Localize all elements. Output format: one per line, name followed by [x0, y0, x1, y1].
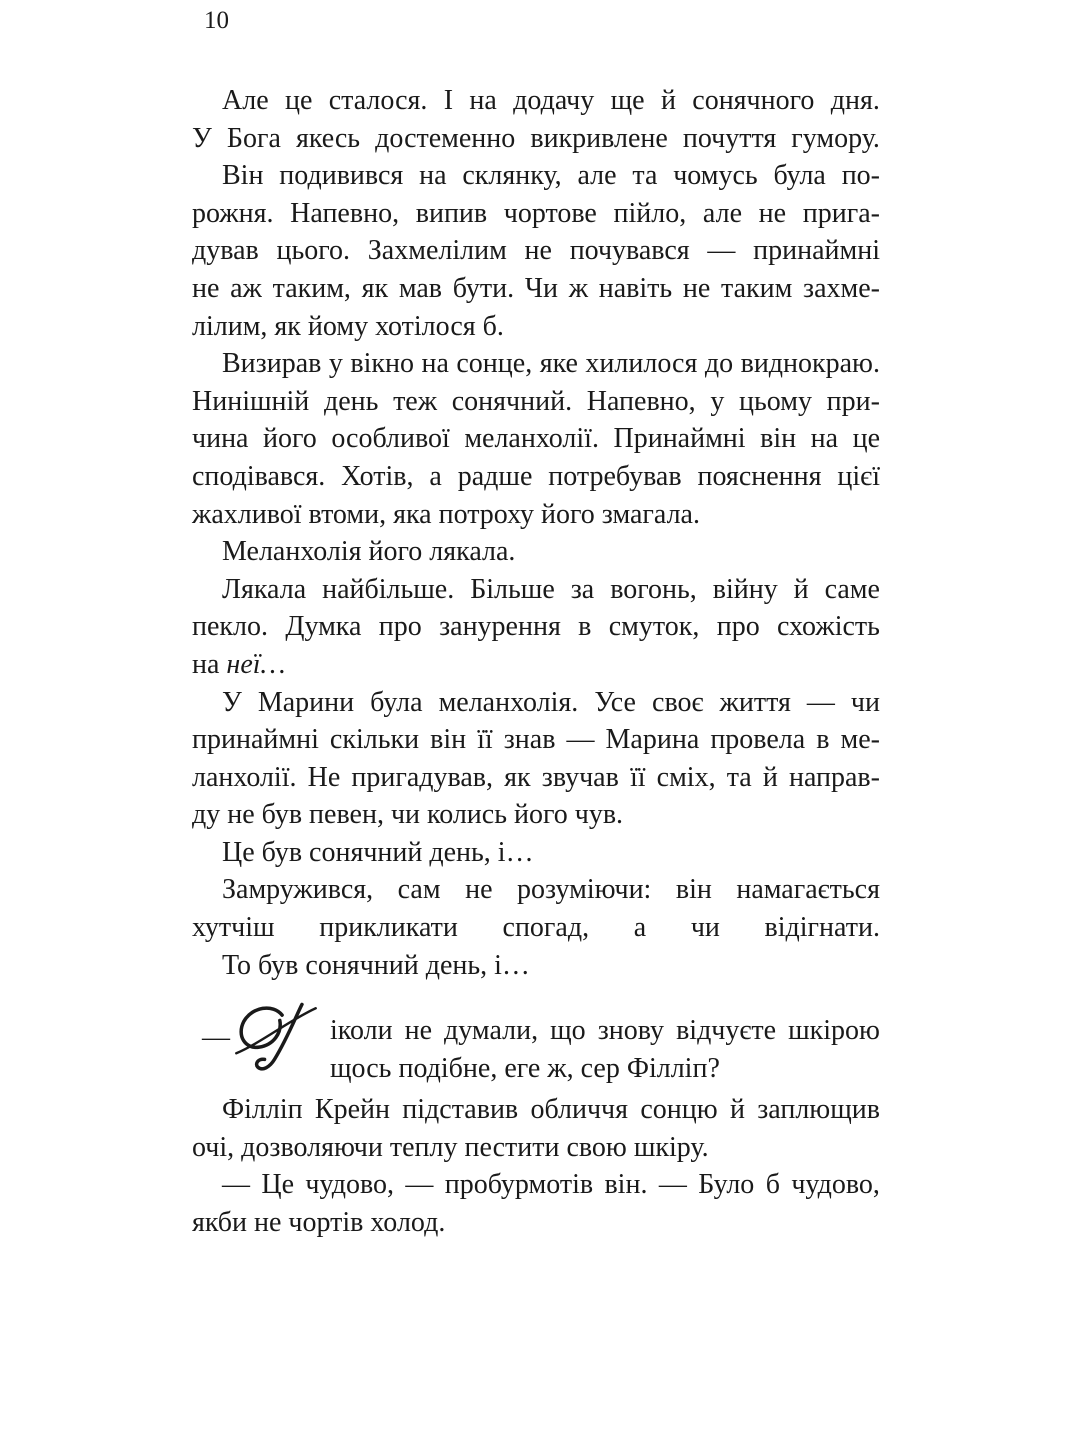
- text-line: пекло. Думка про занурення в смуток, про схожість: [192, 611, 880, 643]
- text-line: То був сонячний день, і…: [222, 949, 530, 981]
- text-line: дував цього. Захмелілим не почувався — принаймні: [192, 235, 880, 267]
- page-number: 10: [204, 7, 229, 34]
- text-line: — Це чудово, — пробурмотів він. — Було б чудово,: [222, 1169, 880, 1201]
- text-line: Меланхолія його лякала.: [222, 536, 516, 568]
- text-line: чина його особливої меланхолії. Принаймні він на це: [192, 423, 880, 455]
- text-line: Філліп Крейн підставив обличчя сонцю й заплющив: [222, 1094, 880, 1126]
- text-line: рожня. Напевно, випив чортове пійло, але не прига-: [192, 197, 880, 229]
- paragraph: [192, 345, 880, 533]
- text-line: якби не чортів холод.: [192, 1207, 446, 1239]
- text-line: ду не був певен, чи колись його чув.: [192, 799, 624, 831]
- text-line: на неї…: [192, 648, 286, 680]
- text-line: сподівався. Хотів, а радше потребував пояснення цієї: [192, 460, 880, 492]
- text-line: іколи не думали, що знову відчуєте шкірою: [330, 1015, 880, 1047]
- text-line: лілим, як йому хотілося б.: [192, 310, 504, 342]
- paragraph: [192, 834, 880, 872]
- calligraphic-initial-icon: [234, 999, 318, 1077]
- text-line: Це був сонячний день, і…: [222, 836, 534, 868]
- paragraph: [192, 571, 880, 684]
- text-line: принаймні скільки він її знав — Марина провела в ме-: [192, 724, 880, 756]
- paragraph: [192, 684, 880, 834]
- paragraph: [192, 533, 880, 571]
- paragraph: [192, 947, 880, 985]
- text-line: Замружився, сам не розуміючи: він намагається: [222, 874, 880, 906]
- text-line: хутчіш прикликати спогад, а чи відігнати.: [192, 912, 880, 944]
- text-line: У Бога якесь достеменно викривлене почуття гумору.: [192, 122, 880, 154]
- text-line: не аж таким, як мав бути. Чи ж навіть не таким захме-: [192, 272, 880, 304]
- text-line: Лякала найбільше. Більше за вогонь, війну й саме: [222, 573, 880, 605]
- scene-opening: [192, 999, 880, 1091]
- paragraph: [192, 1166, 880, 1241]
- text-line: У Марини була меланхолія. Усе своє життя — чи: [222, 686, 880, 718]
- dialogue-dash: —: [202, 1022, 230, 1054]
- paragraph: [192, 1091, 880, 1166]
- text-line: Нинішній день теж сонячний. Напевно, у цьому при-: [192, 385, 880, 417]
- paragraph: [192, 871, 880, 946]
- text-line: очі, дозволяючи теплу пестити свою шкіру.: [192, 1131, 709, 1163]
- text-line: ланхолії. Не пригадував, як звучав її сміх, та й направ-: [192, 761, 880, 793]
- text-line: Але це сталося. І на додачу ще й сонячного дня.: [222, 85, 880, 116]
- text-line: Він подивився на склянку, але та чомусь була по-: [222, 160, 880, 192]
- text-line: жахливої втоми, яка потроху його змагала.: [192, 498, 700, 530]
- text-line: Визирав у вікно на сонце, яке хилилося до виднокраю.: [222, 348, 880, 380]
- scene-opening-lines: [330, 999, 880, 1087]
- drop-cap-initial: [234, 999, 318, 1077]
- book-text-block: [192, 82, 880, 1242]
- paragraph: [192, 82, 880, 157]
- text-line: щось подібне, еге ж, сер Філліп?: [330, 1052, 720, 1084]
- paragraph: [192, 157, 880, 345]
